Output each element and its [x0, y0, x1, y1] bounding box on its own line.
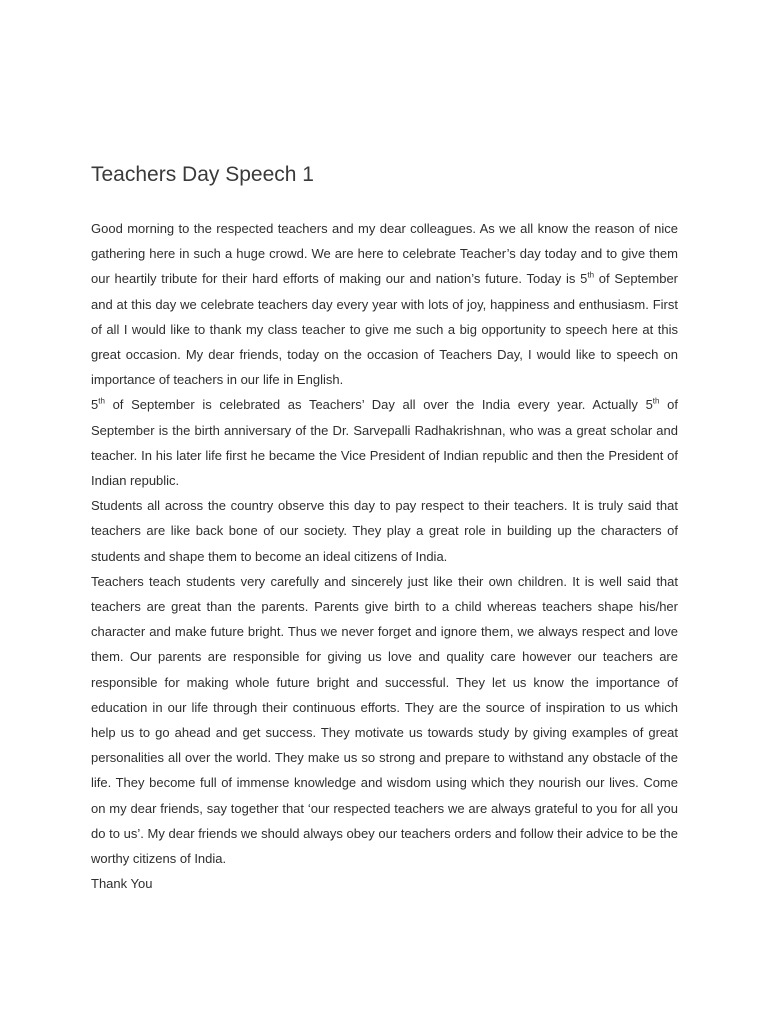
paragraph-teachers-role	[91, 569, 678, 871]
text-segment: 5	[91, 397, 99, 413]
closing-line: Thank You	[91, 876, 153, 892]
ordinal-suffix: th	[98, 397, 105, 407]
text-segment: Teachers teach students very carefully and sincerely just like their own children. It is well said that teachers are great than the parents. Parents give birth to a child whereas teachers shape his/her character and make future bright. Thus we never forget and ignore them, we always respect and love them. Our parents are responsible for giving us love and quality care however our teachers are responsible for making whole future bright and successful. They let us know the importance of education in our life through their continuous efforts. They are the source of inspiration to us which help us to go ahead and get success. They motivate us towards study by giving examples of great personalities all over the world. They make us so strong and prepare to withstand any obstacle of the life. They become full of immense knowledge and wisdom using which they nourish our lives. Come on my dear friends, say together that ‘our respected teachers we are always grateful to you for all you do to us’. My dear friends we should always obey our teachers orders and follow their advice to be the worthy citizens of India.	[91, 573, 678, 867]
text-segment: Students all across the country observe this day to pay respect to their teachers. It is truly said that teachers are like back bone of our society. They play a great role in building up the characters of students and shape them to become an ideal citizens of India.	[91, 498, 678, 564]
document-page	[91, 160, 678, 896]
ordinal-suffix: th	[587, 271, 595, 281]
paragraph-date	[91, 392, 678, 493]
text-segment: Good morning to the respected teachers and my dear colleagues. As we all know the reason of nice gathering here in such a huge crowd. We are here to celebrate Teacher’s day today and to give them our heartily tribute for their hard efforts of making our and nation’s future. Today is 5	[91, 221, 678, 287]
paragraph-observance	[91, 493, 678, 569]
text-segment: of September and at this day we celebrate teachers day every year with lots of joy, happiness and enthusiasm. First of all I would like to thank my class teacher to give me such a big opportunity to speech here at this great occasion. My dear friends, today on the occasion of Teachers Day, I would like to speech on importance of teachers in our life in English.	[91, 271, 679, 388]
ordinal-suffix: th	[652, 397, 660, 407]
text-segment: of September is celebrated as Teachers’ Day all over the India every year. Actually 5	[104, 397, 653, 413]
paragraph-intro	[91, 216, 678, 392]
document-title: Teachers Day Speech 1	[91, 163, 314, 186]
text-segment: of September is the birth anniversary of the Dr. Sarvepalli Radhakrishnan, who was a great scholar and teacher. In his later life first he became the Vice President of Indian republic and then the President of Indian republic.	[91, 397, 678, 489]
